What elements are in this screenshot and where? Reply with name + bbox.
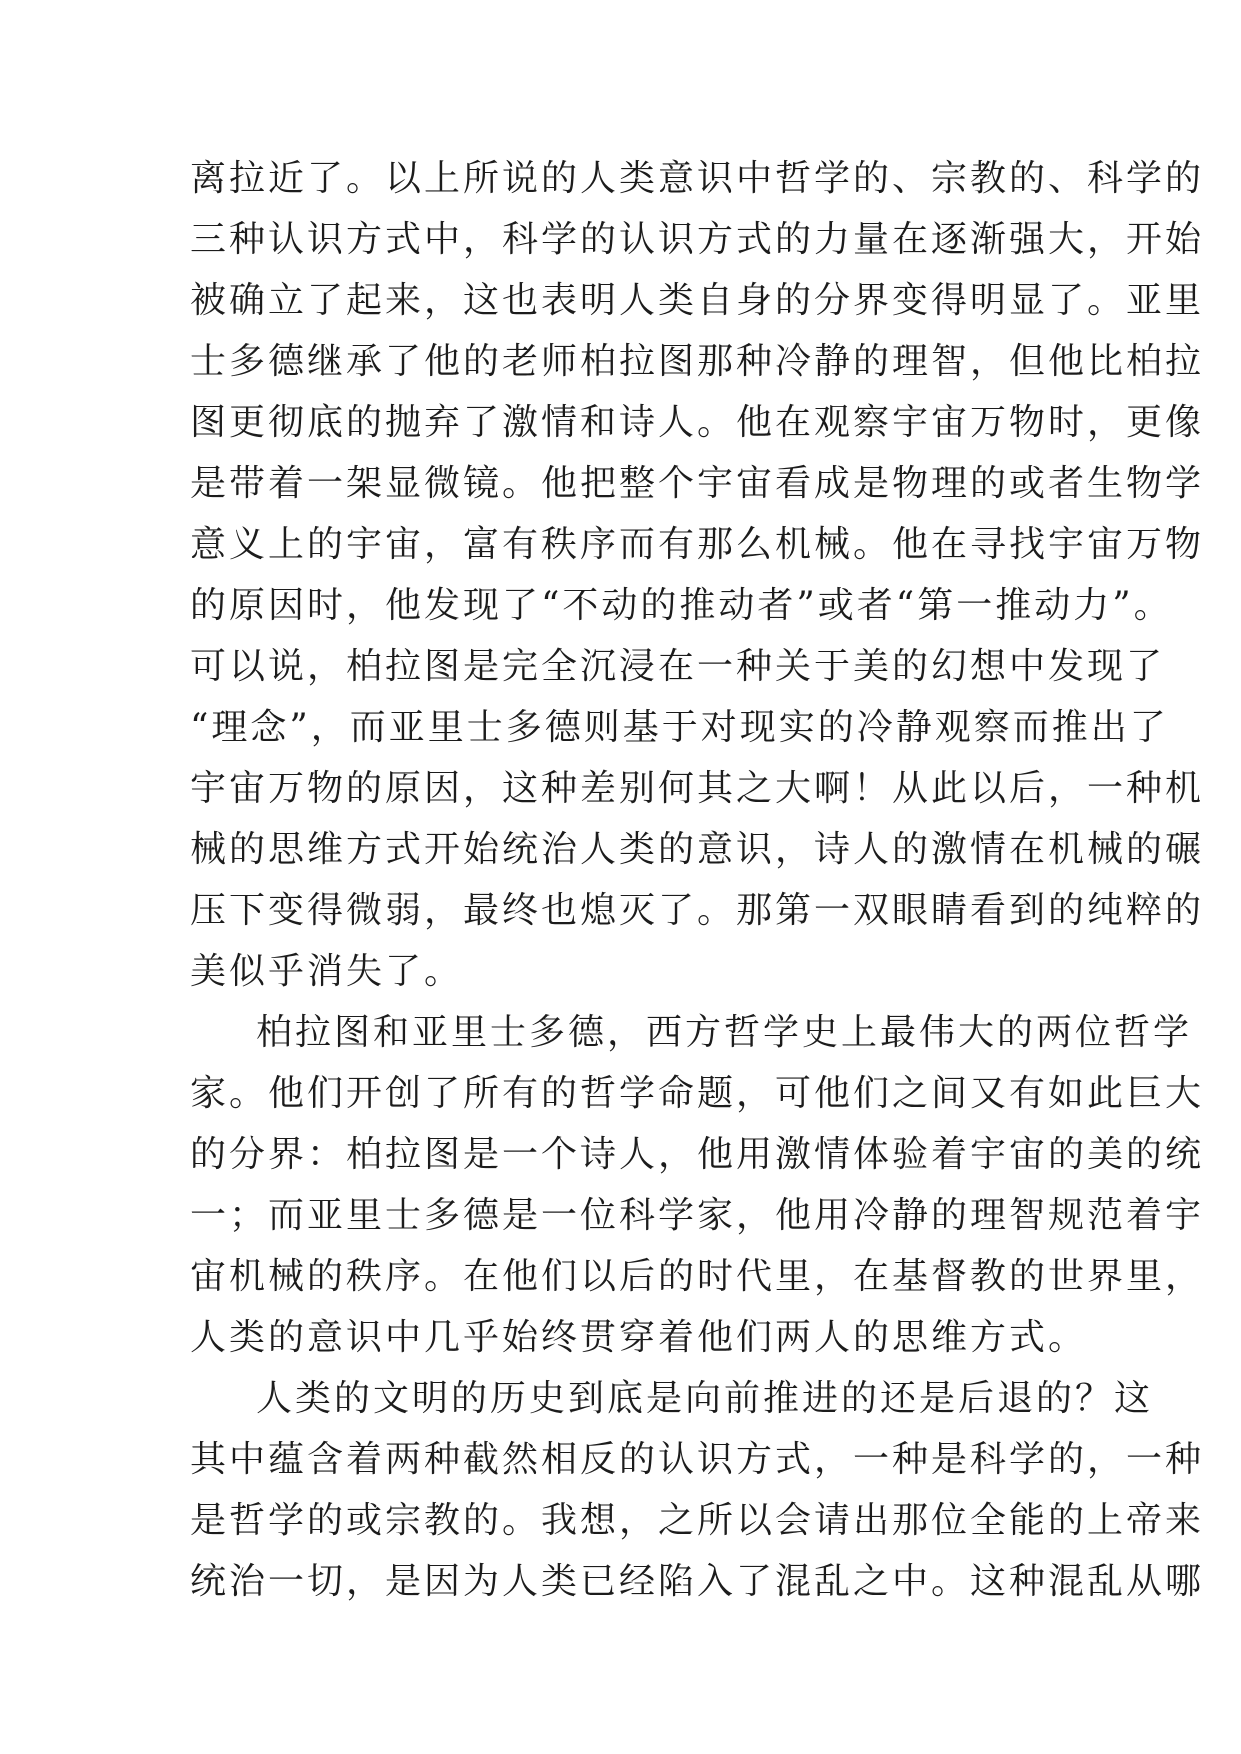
text-line: 美似乎消失了。 [190, 951, 464, 992]
text-line: 人类的意识中几乎始终贯穿着他们两人的思维方式。 [190, 1317, 1088, 1358]
text-line: 被确立了起来，这也表明人类自身的分界变得明显了。亚里 [190, 280, 1205, 321]
text-line: 的原因时，他发现了“不动的推动者”或者“第一推动力”。 [190, 585, 1173, 626]
text-line: 的分界：柏拉图是一个诗人，他用激情体验着宇宙的美的统 [190, 1134, 1205, 1175]
paragraph-start-line: 人类的文明的历史到底是向前推进的还是后退的？这 [256, 1378, 1154, 1419]
text-line: 统治一切，是因为人类已经陷入了混乱之中。这种混乱从哪 [190, 1561, 1205, 1602]
text-line: 三种认识方式中，科学的认识方式的力量在逐渐强大，开始 [190, 219, 1205, 260]
text-line: 士多德继承了他的老师柏拉图那种冷静的理智，但他比柏拉 [190, 341, 1205, 382]
text-line: 压下变得微弱，最终也熄灭了。那第一双眼睛看到的纯粹的 [190, 890, 1205, 931]
text-line: 其中蕴含着两种截然相反的认识方式，一种是科学的，一种 [190, 1439, 1205, 1480]
text-line: “理念”，而亚里士多德则基于对现实的冷静观察而推出了 [190, 707, 1169, 748]
text-line: 一；而亚里士多德是一位科学家，他用冷静的理智规范着宇 [190, 1195, 1205, 1236]
body-text [190, 148, 1205, 1612]
text-line: 可以说，柏拉图是完全沉浸在一种关于美的幻想中发现了 [190, 646, 1166, 687]
text-line: 是哲学的或宗教的。我想，之所以会请出那位全能的上帝来 [190, 1500, 1205, 1541]
paragraph-start-line: 柏拉图和亚里士多德，西方哲学史上最伟大的两位哲学 [256, 1012, 1193, 1053]
text-line: 宇宙万物的原因，这种差别何其之大啊！从此以后，一种机 [190, 768, 1205, 809]
text-line: 家。他们开创了所有的哲学命题，可他们之间又有如此巨大 [190, 1073, 1205, 1114]
text-line: 械的思维方式开始统治人类的意识，诗人的激情在机械的碾 [190, 829, 1205, 870]
text-line: 意义上的宇宙，富有秩序而有那么机械。他在寻找宇宙万物 [190, 524, 1205, 565]
text-line: 是带着一架显微镜。他把整个宇宙看成是物理的或者生物学 [190, 463, 1205, 504]
text-line: 宙机械的秩序。在他们以后的时代里，在基督教的世界里， [190, 1256, 1205, 1297]
text-line: 图更彻底的抛弃了激情和诗人。他在观察宇宙万物时，更像 [190, 402, 1205, 443]
text-line: 离拉近了。以上所说的人类意识中哲学的、宗教的、科学的 [190, 158, 1205, 199]
